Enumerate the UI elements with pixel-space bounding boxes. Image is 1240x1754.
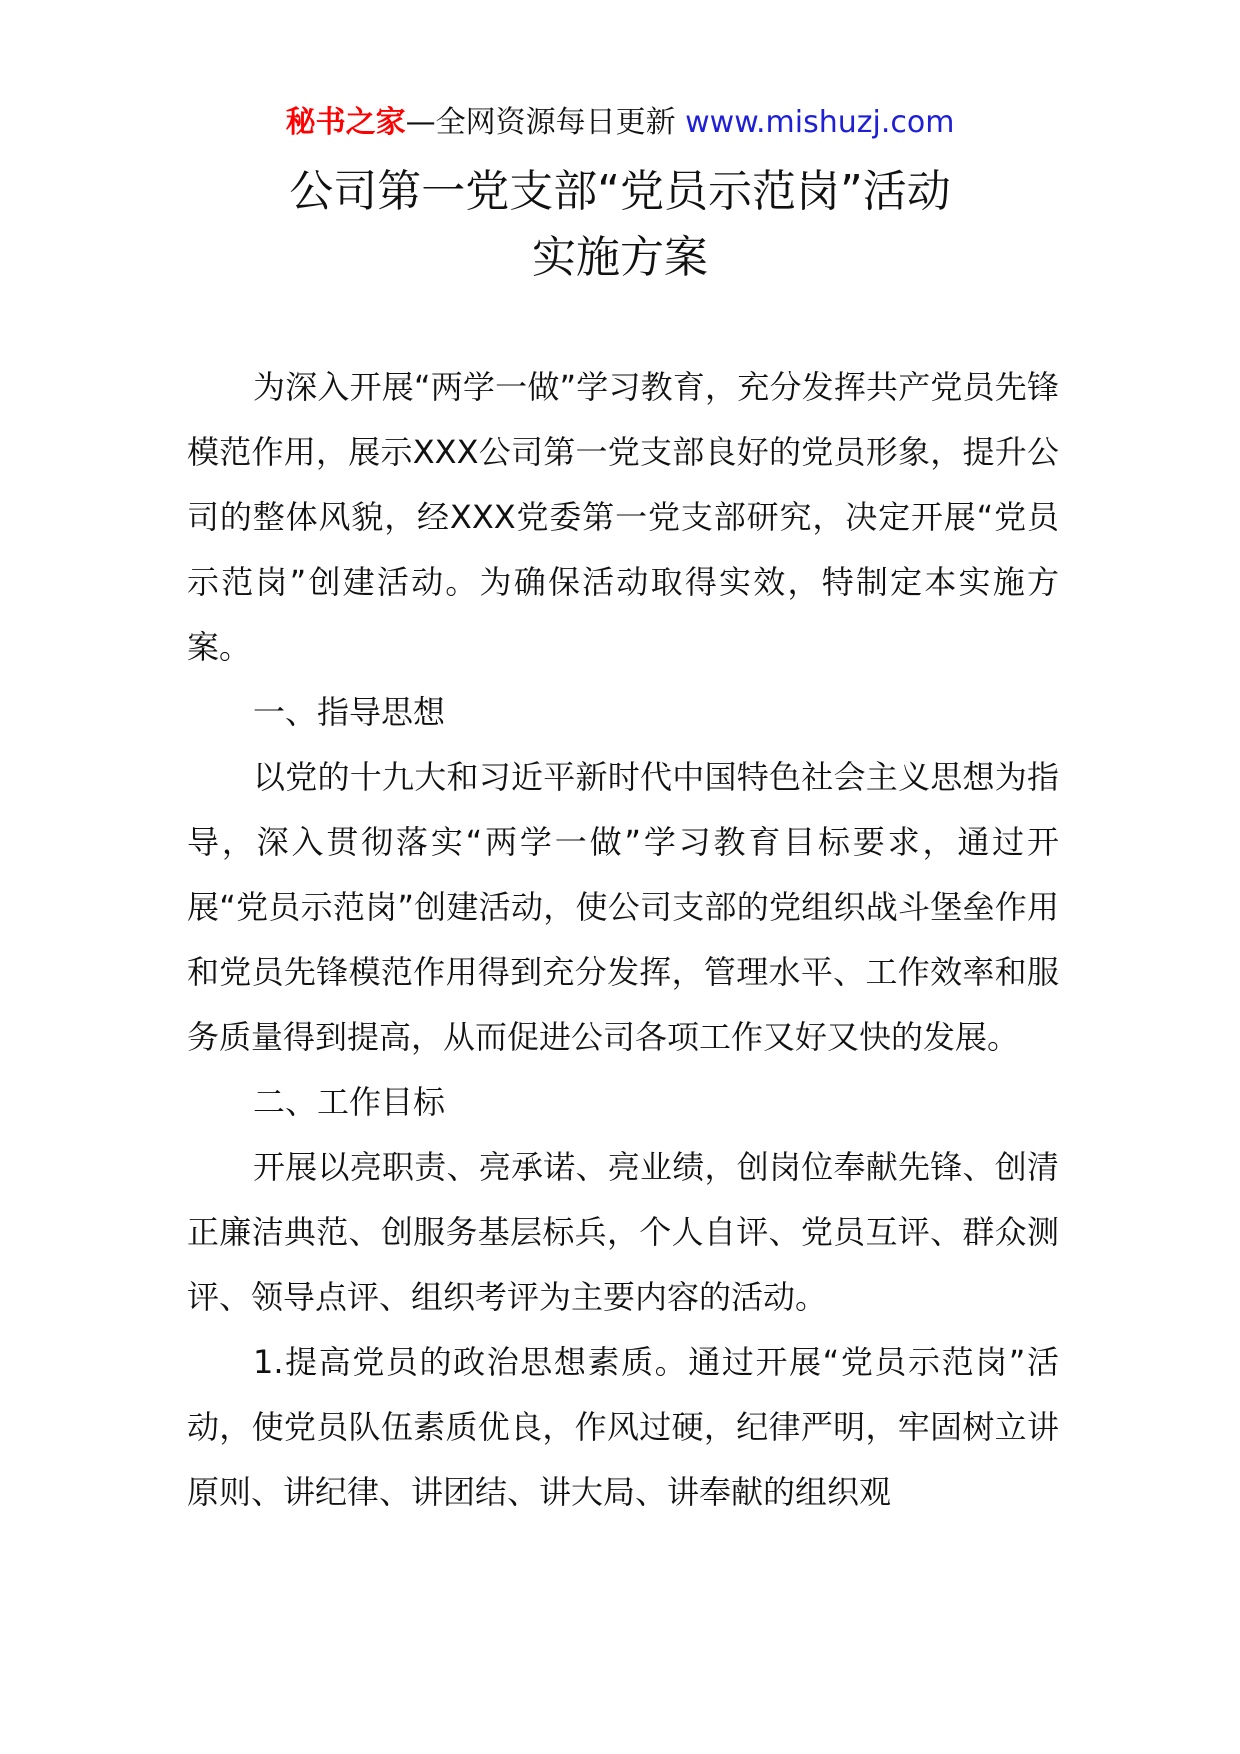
work-goals-paragraph: 开展以亮职责、亮承诺、亮业绩，创岗位奉献先锋、创清正廉洁典范、创服务基层标兵，个人自评、党员互评、群众测评、领导点评、组织考评为主要内容的活动。 <box>187 1148 1059 1316</box>
document-title-line-2: 实施方案 <box>532 232 708 283</box>
intro-paragraph: 为深入开展“两学一做”学习教育，充分发挥共产党员先锋模范作用，展示XXX公司第一党支部良好的党员形象，提升公司的整体风貌，经XXX党委第一党支部研究，决定开展“党员示范岗”创建活动。为确保活动取得实效，特制定本实施方案。 <box>187 368 1059 666</box>
goal-item-1-paragraph: 1.提高党员的政治思想素质。通过开展“党员示范岗”活动，使党员队伍素质优良，作风过硬，纪律严明，牢固树立讲原则、讲纪律、讲团结、讲大局、讲奉献的组织观 <box>187 1343 1059 1511</box>
section-heading-guiding-ideology: 一、指导思想 <box>253 693 446 731</box>
section-heading-work-goals: 二、工作目标 <box>253 1083 446 1121</box>
header-tagline: —全网资源每日更新 <box>405 105 686 140</box>
site-url-link[interactable]: www.mishuzj.com <box>685 105 955 140</box>
site-header <box>0 100 1240 146</box>
brand-name: 秘书之家 <box>285 105 406 140</box>
document-body <box>187 355 1059 1525</box>
guiding-ideology-paragraph: 以党的十九大和习近平新时代中国特色社会主义思想为指导，深入贯彻落实“两学一做”学习教育目标要求，通过开展“党员示范岗”创建活动，使公司支部的党组织战斗堡垒作用和党员先锋模范作用得到充分发挥，管理水平、工作效率和服务质量得到提高，从而促进公司各项工作又好又快的发展。 <box>187 758 1059 1056</box>
document-title-line-1: 公司第一党支部“党员示范岗”活动 <box>289 166 951 217</box>
